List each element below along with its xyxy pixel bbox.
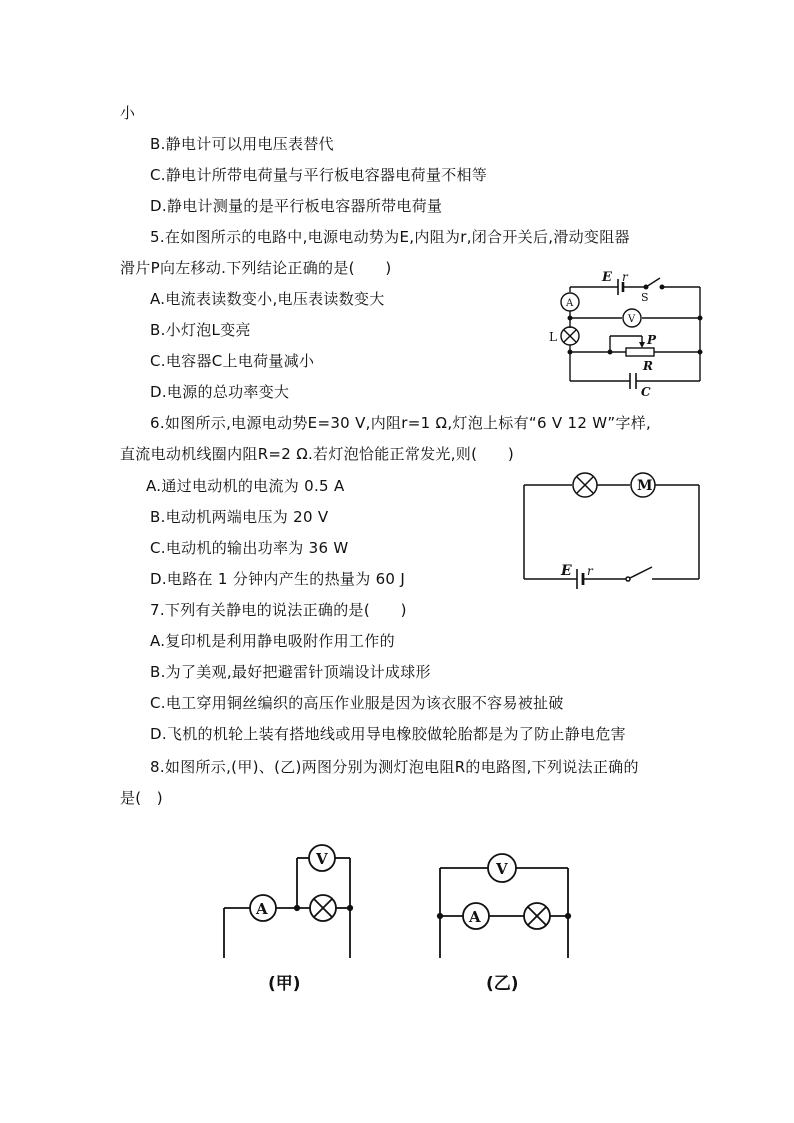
q5-option-d: D.电源的总功率变大 <box>150 383 290 401</box>
label-c: C <box>641 385 651 399</box>
text-line: 小 <box>120 104 136 122</box>
question-6-stem-cont: 直流电动机线圈内阻R=2 Ω.若灯泡恰能正常发光,则( ) <box>120 445 515 463</box>
q8-circuit-jia <box>218 840 358 962</box>
q6-option-a: A.通过电动机的电流为 0.5 A <box>146 477 345 495</box>
question-5-stem: 5.在如图所示的电路中,电源电动势为E,内阻为r,闭合开关后,滑动变阻器 <box>150 228 630 246</box>
ammeter-label: A <box>256 900 268 918</box>
voltmeter-label: V <box>316 850 328 868</box>
voltmeter-label: V <box>628 314 636 325</box>
label-l: L <box>549 330 557 344</box>
voltmeter-label: V <box>496 860 508 878</box>
caption-yi: (乙) <box>486 974 519 994</box>
ammeter-label: A <box>566 298 574 309</box>
q5-circuit-diagram <box>548 266 708 401</box>
label-p: P <box>647 333 657 347</box>
question-8-stem: 8.如图所示,(甲)、(乙)两图分别为测灯泡电阻R的电路图,下列说法正确的 <box>150 758 639 776</box>
label-r: r <box>587 564 593 578</box>
option-d: D.静电计测量的是平行板电容器所带电荷量 <box>150 197 443 215</box>
q6-option-b: B.电动机两端电压为 20 V <box>150 508 329 526</box>
label-r: r <box>622 270 628 284</box>
q5-option-b: B.小灯泡L变亮 <box>150 321 251 339</box>
ammeter-label: A <box>469 908 481 926</box>
q6-option-d: D.电路在 1 分钟内产生的热量为 60 J <box>150 570 406 588</box>
motor-label: M <box>637 478 653 494</box>
q7-option-c: C.电工穿用铜丝编织的高压作业服是因为该衣服不容易被扯破 <box>150 694 564 712</box>
option-b: B.静电计可以用电压表替代 <box>150 135 334 153</box>
q5-option-a: A.电流表读数变小,电压表读数变大 <box>150 290 385 308</box>
option-c: C.静电计所带电荷量与平行板电容器电荷量不相等 <box>150 166 488 184</box>
q5-option-c: C.电容器C上电荷量减小 <box>150 352 315 370</box>
label-s: S <box>641 291 649 304</box>
question-5-stem-cont: 滑片P向左移动.下列结论正确的是( ) <box>120 259 392 277</box>
q8-circuit-yi <box>432 848 577 962</box>
q7-option-b: B.为了美观,最好把避雷针顶端设计成球形 <box>150 663 431 681</box>
q6-option-c: C.电动机的输出功率为 36 W <box>150 539 349 557</box>
q7-option-d: D.飞机的机轮上装有搭地线或用导电橡胶做轮胎都是为了防止静电危害 <box>150 725 626 743</box>
question-6-stem: 6.如图所示,电源电动势E=30 V,内阻r=1 Ω,灯泡上标有“6 V 12 W”字样, <box>150 414 652 432</box>
q7-option-a: A.复印机是利用静电吸附作用工作的 <box>150 632 395 650</box>
caption-jia: (甲) <box>268 974 301 994</box>
q6-circuit-diagram <box>518 470 708 585</box>
question-8-stem-cont: 是( ) <box>120 789 163 807</box>
label-e: E <box>561 563 572 579</box>
question-7-stem: 7.下列有关静电的说法正确的是( ) <box>150 601 407 619</box>
label-r-rheostat: R <box>643 359 653 373</box>
label-e: E <box>602 270 612 285</box>
